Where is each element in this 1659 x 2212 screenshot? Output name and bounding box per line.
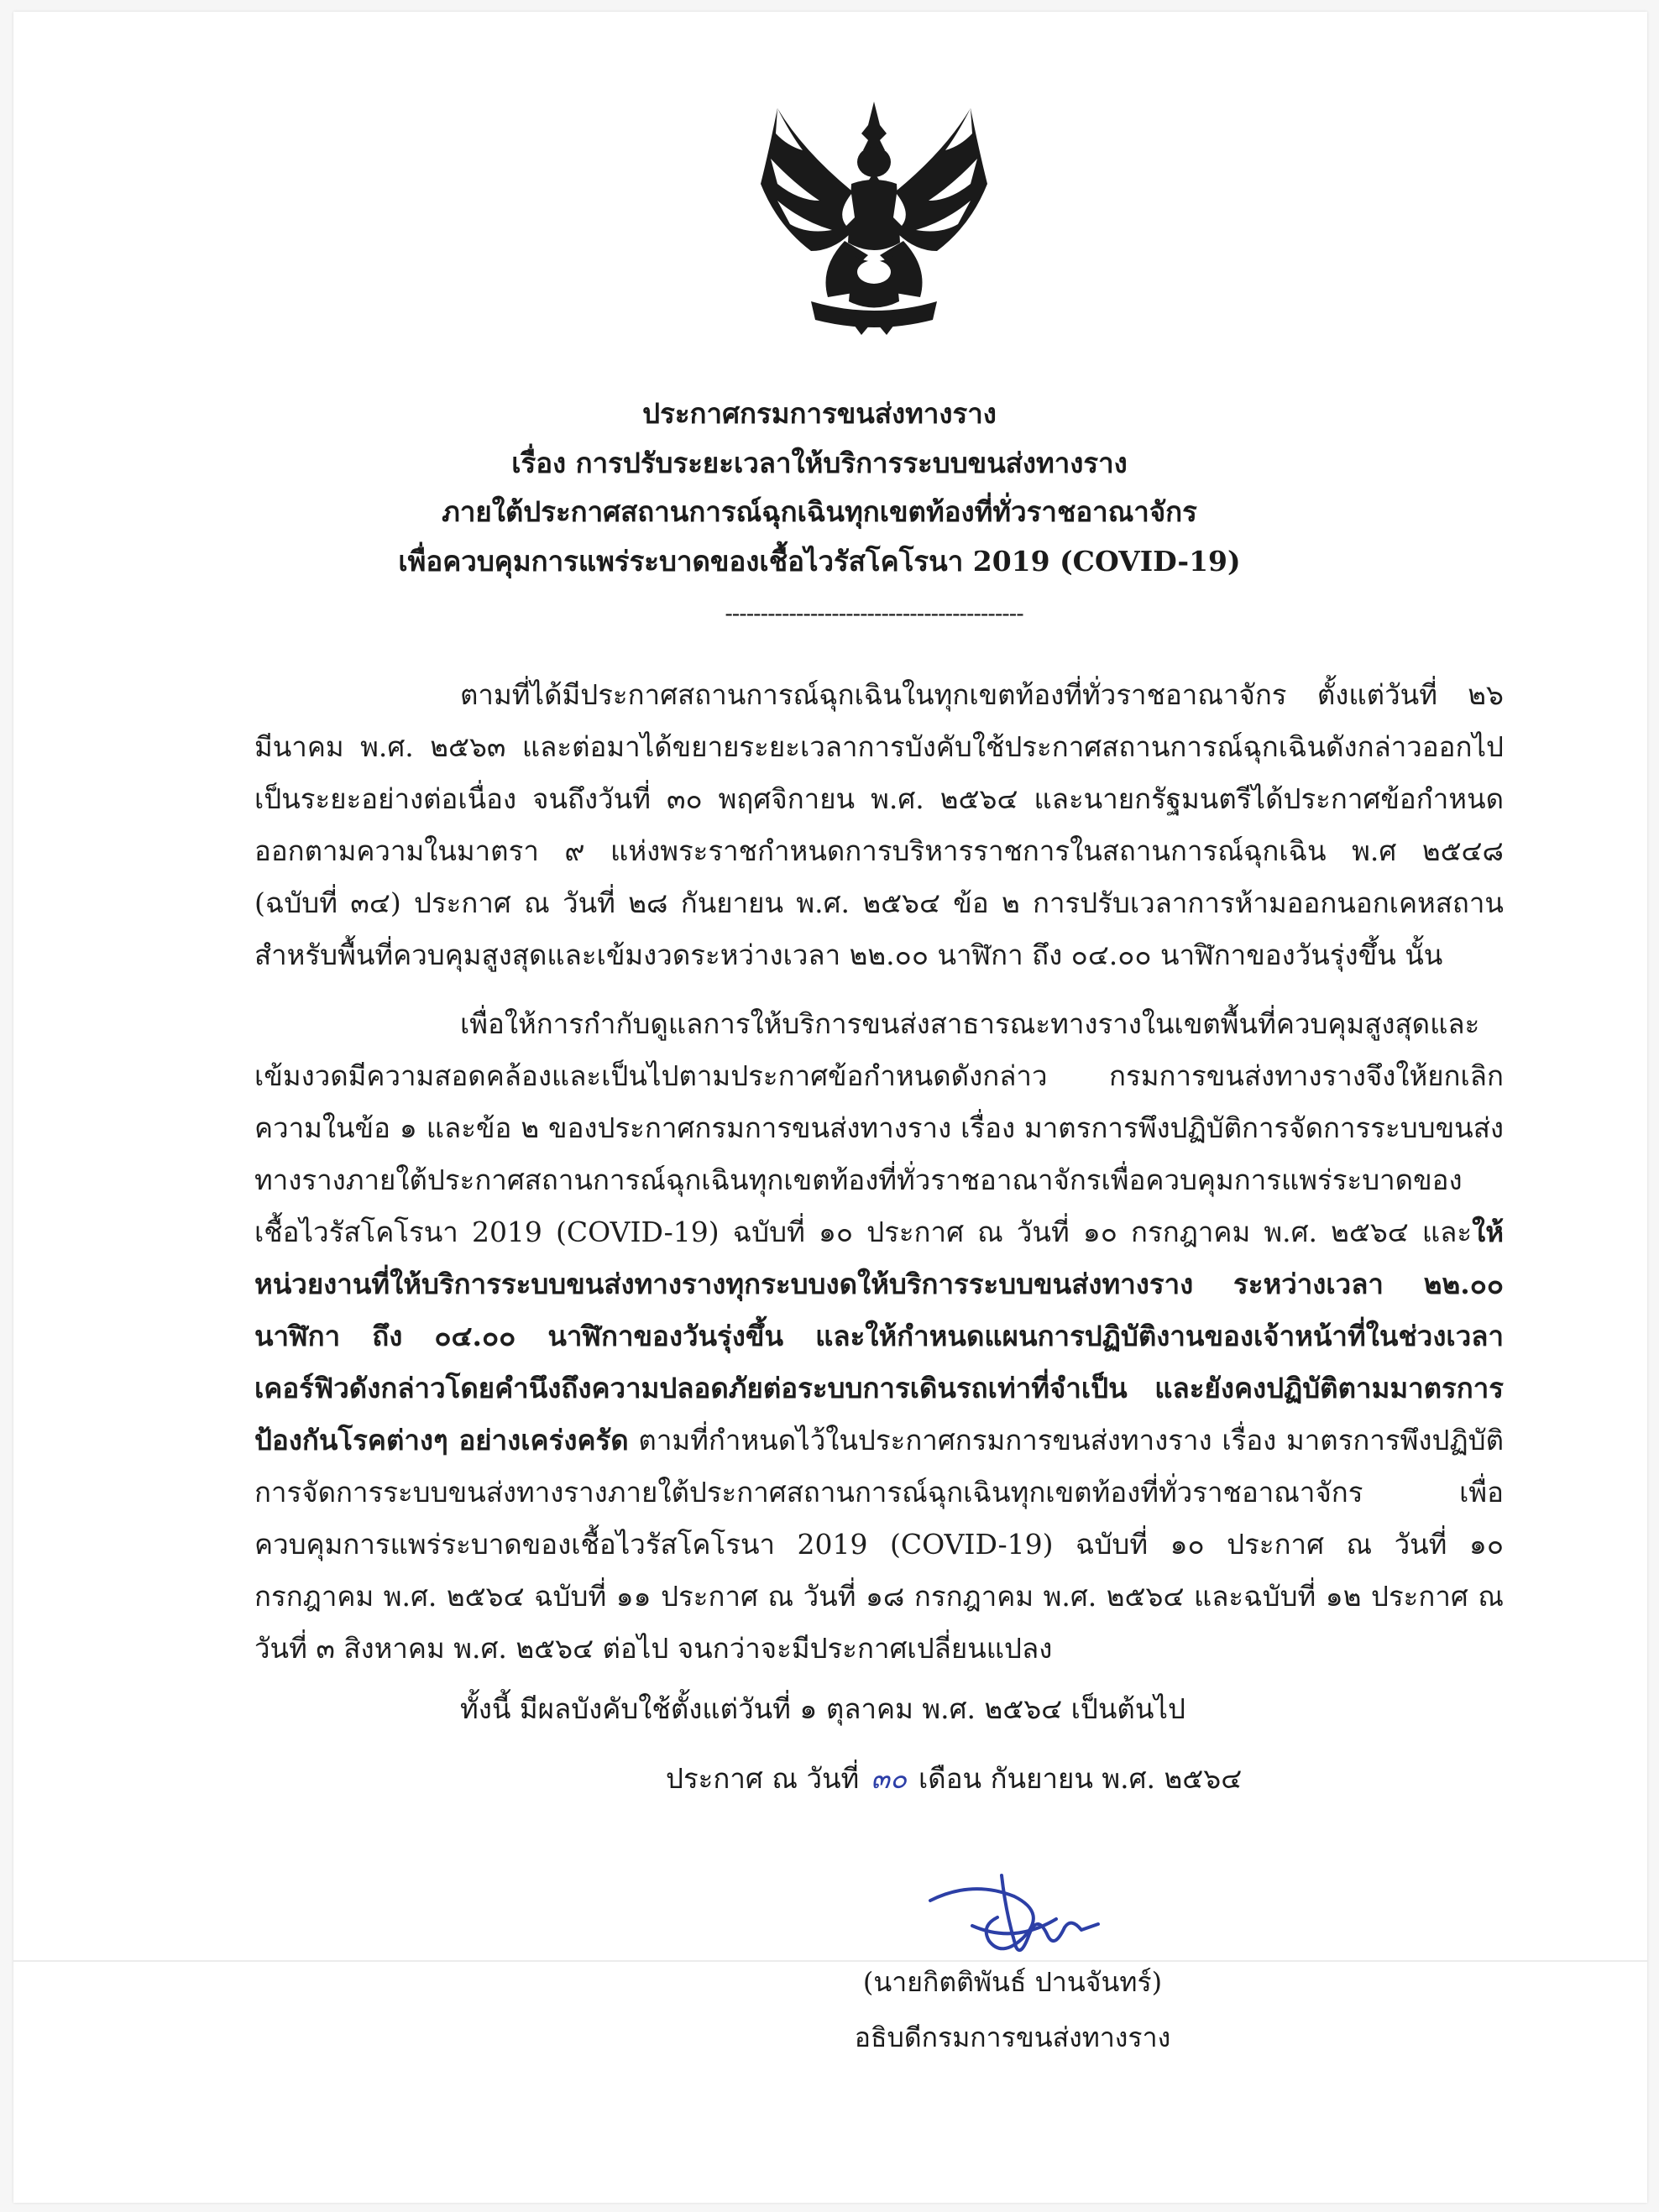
date-suffix: เดือน กันยายน พ.ศ. ๒๕๖๔: [918, 1762, 1243, 1795]
heading-line-2: เรื่อง การปรับระยะเวลาให้บริการระบบขนส่งทางราง: [511, 446, 1128, 479]
date-day-handwritten: ๓๐: [871, 1762, 907, 1795]
document-page: [13, 12, 1647, 2203]
heading-line-3: ภายใต้ประกาศสถานการณ์ฉุกเฉินทุกเขตท้องที่ทั่วราชอาณาจักร: [442, 495, 1197, 528]
paragraph-2-emphasis: ให้หน่วยงานที่ให้บริการระบบขนส่งทางรางทุกระบบงดให้บริการระบบขนส่งทางราง ระหว่างเวลา ๒๒.๐๐ นาฬิกา ถึง ๐๔.๐๐ นาฬิกาของวันรุ่งขึ้น และให้กำหนดแผนการปฏิบัติงานของเจ้าหน้าที่ในช่วงเวลาเคอร์ฟิวดังกล่าวโดยคำนึงถึงความปลอดภัยต่อระบบการเดินรถเท่าที่จำเป็น และยังคงปฏิบัติตามมาตรการป้องกันโรคต่างๆ อย่างเคร่งครัด: [254, 1216, 1504, 1456]
document-heading: [215, 390, 1424, 586]
heading-line-4: เพื่อควบคุมการแพร่ระบาดของเชื้อไวรัสโคโรนา 2019 (COVID-19): [398, 544, 1241, 578]
paragraph-3: ทั้งนี้ มีผลบังคับใช้ตั้งแต่วันที่ ๑ ตุลาคม พ.ศ. ๒๕๖๔ เป็นต้นไป: [460, 1692, 1185, 1725]
paragraph-2: [254, 998, 1504, 1675]
heading-separator: ------------------------------------------: [725, 599, 1023, 627]
paragraph-1: [254, 669, 1504, 981]
paragraph-2-text-a: เพื่อให้การกำกับดูแลการให้บริการขนส่งสาธารณะทางรางในเขตพื้นที่ควบคุมสูงสุดและเข้มงวดมีความสอดคล้องและเป็นไปตามประกาศข้อกำหนดดังกล่าว กรมการขนส่งทางรางจึงให้ยกเลิกความในข้อ ๑ และข้อ ๒ ของประกาศกรมการขนส่งทางราง เรื่อง มาตรการพึงปฏิบัติการจัดการระบบขนส่งทางรางภายใต้ประกาศสถานการณ์ฉุกเฉินทุกเขตท้องที่ทั่วราชอาณาจักรเพื่อควบคุมการแพร่ระบาดของเชื้อไวรัสโคโรนา 2019 (COVID-19) ฉบับที่ ๑๐ ประกาศ ณ วันที่ ๑๐ กรกฎาคม พ.ศ. ๒๕๖๔ และ: [254, 1007, 1504, 1248]
signer-title: อธิบดีกรมการขนส่งทางราง: [854, 2021, 1171, 2053]
garuda-emblem-icon: [752, 100, 996, 335]
announcement-date: [666, 1756, 1242, 1801]
handwritten-signature: [922, 1867, 1107, 1968]
paragraph-2-text-c: ตามที่กำหนดไว้ในประกาศกรมการขนส่งทางราง เรื่อง มาตรการพึงปฏิบัติการจัดการระบบขนส่งทางรางภายใต้ประกาศสถานการณ์ฉุกเฉินทุกเขตท้องที่ทั่วราชอาณาจักร เพื่อควบคุมการแพร่ระบาดของเชื้อไวรัสโคโรนา 2019 (COVID-19) ฉบับที่ ๑๐ ประกาศ ณ วันที่ ๑๐ กรกฎาคม พ.ศ. ๒๕๖๔ ฉบับที่ ๑๑ ประกาศ ณ วันที่ ๑๘ กรกฎาคม พ.ศ. ๒๕๖๔ และฉบับที่ ๑๒ ประกาศ ณ วันที่ ๓ สิงหาคม พ.ศ. ๒๕๖๔ ต่อไป จนกว่าจะมีประกาศเปลี่ยนแปลง: [254, 1424, 1504, 1665]
paragraph-1-text: ตามที่ได้มีประกาศสถานการณ์ฉุกเฉินในทุกเขตท้องที่ทั่วราชอาณาจักร ตั้งแต่วันที่ ๒๖ มีนาคม พ.ศ. ๒๕๖๓ และต่อมาได้ขยายระยะเวลาการบังคับใช้ประกาศสถานการณ์ฉุกเฉินดังกล่าวออกไปเป็นระยะอย่างต่อเนื่อง จนถึงวันที่ ๓๐ พฤศจิกายน พ.ศ. ๒๕๖๔ และนายกรัฐมนตรีได้ประกาศข้อกำหนดออกตามความในมาตรา ๙ แห่งพระราชกำหนดการบริหารราชการในสถานการณ์ฉุกเฉิน พ.ศ ๒๕๔๘ (ฉบับที่ ๓๔) ประกาศ ณ วันที่ ๒๘ กันยายน พ.ศ. ๒๕๖๔ ข้อ ๒ การปรับเวลาการห้ามออกนอกเคหสถานสำหรับพื้นที่ควบคุมสูงสุดและเข้มงวดระหว่างเวลา ๒๒.๐๐ นาฬิกา ถึง ๐๔.๐๐ นาฬิกาของวันรุ่งขึ้น นั้น: [254, 678, 1504, 971]
signer-name: (นายกิตติพันธ์ ปานจันทร์): [862, 1966, 1163, 1998]
heading-line-1: ประกาศกรมการขนส่งทางราง: [642, 397, 997, 430]
date-prefix: ประกาศ ณ วันที่: [666, 1762, 860, 1795]
